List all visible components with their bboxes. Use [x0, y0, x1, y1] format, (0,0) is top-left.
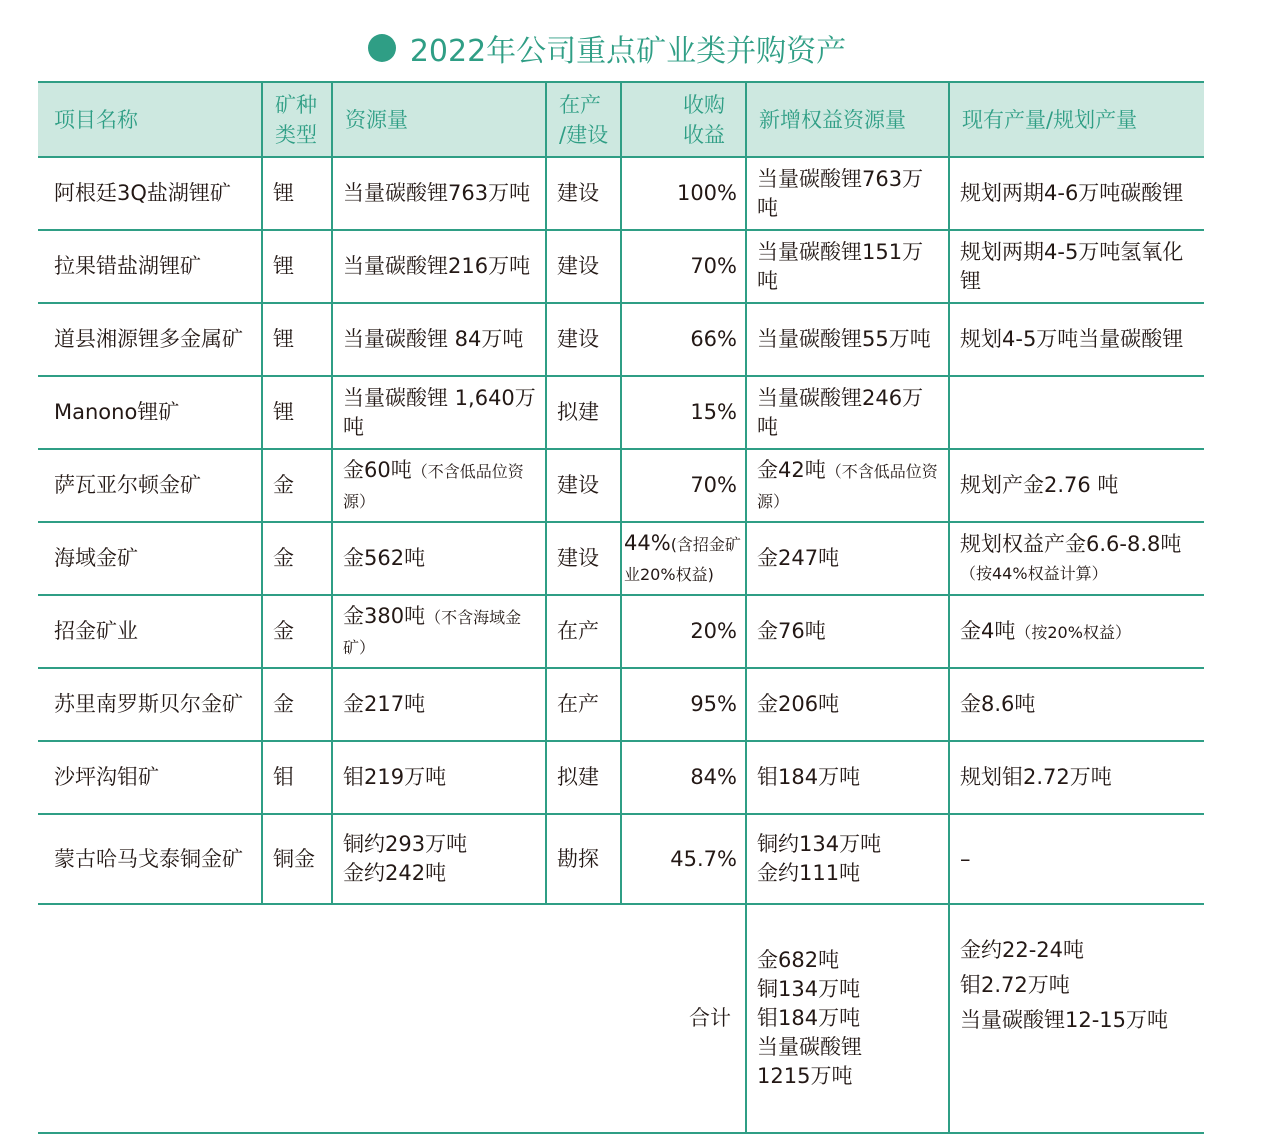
cell-equity: 金247吨	[746, 522, 949, 595]
cell-stage: 拟建	[546, 741, 621, 814]
cell-output: 规划产金2.76 吨	[949, 449, 1204, 522]
total-equity-line: 当量碳酸锂	[757, 1035, 862, 1059]
cell-type: 锂	[262, 157, 332, 230]
cell-equity: 当量碳酸锂763万吨	[746, 157, 949, 230]
cell-equity	[746, 449, 949, 522]
cell-share: 66%	[621, 303, 746, 376]
cell-output: 规划两期4-6万吨碳酸锂	[949, 157, 1204, 230]
table-row	[38, 303, 1204, 376]
cell-resource	[332, 814, 546, 904]
total-output-line: 钼2.72万吨	[960, 973, 1070, 997]
output-note: （按44%权益计算）	[960, 563, 1108, 583]
cell-share: 70%	[621, 449, 746, 522]
total-output-line: 当量碳酸锂12-15万吨	[960, 1008, 1169, 1032]
cell-output	[949, 376, 1204, 449]
equity-note: （不含低品位资源）	[757, 461, 938, 511]
page-title-block	[0, 26, 1274, 70]
cell-equity	[746, 814, 949, 904]
cell-share	[621, 522, 746, 595]
output-main: 金4吨	[960, 618, 1016, 643]
cell-stage: 建设	[546, 303, 621, 376]
cell-resource: 钼219万吨	[332, 741, 546, 814]
total-equity	[746, 904, 949, 1133]
table-row	[38, 741, 1204, 814]
cell-output	[949, 522, 1204, 595]
equity-line-1: 铜约134万吨	[757, 832, 882, 856]
cell-stage: 勘探	[546, 814, 621, 904]
cell-type: 金	[262, 449, 332, 522]
equity-line-2: 金约111吨	[757, 861, 861, 885]
cell-equity: 当量碳酸锂246万吨	[746, 376, 949, 449]
cell-name: 蒙古哈马戈泰铜金矿	[38, 814, 262, 904]
total-equity-line: 钼184万吨	[757, 1006, 861, 1030]
table-row	[38, 595, 1204, 668]
header-type: 矿种 类型	[262, 82, 332, 157]
page-title: 2022年公司重点矿业类并购资产	[409, 34, 847, 69]
header-equity: 新增权益资源量	[746, 82, 949, 157]
title-bullet-icon	[368, 34, 396, 62]
equity-main: 金42吨	[757, 457, 826, 482]
cell-resource: 当量碳酸锂 84万吨	[332, 303, 546, 376]
total-equity-line: 1215万吨	[757, 1064, 853, 1088]
cell-resource: 当量碳酸锂216万吨	[332, 230, 546, 303]
cell-resource	[332, 449, 546, 522]
cell-name: 萨瓦亚尔顿金矿	[38, 449, 262, 522]
cell-type: 锂	[262, 230, 332, 303]
cell-name: 阿根廷3Q盐湖锂矿	[38, 157, 262, 230]
table-row	[38, 376, 1204, 449]
cell-share: 15%	[621, 376, 746, 449]
header-share: 收购 收益	[621, 82, 746, 157]
cell-name: 沙坪沟钼矿	[38, 741, 262, 814]
resource-line-1: 铜约293万吨	[343, 832, 468, 856]
cell-stage: 建设	[546, 449, 621, 522]
cell-name: 苏里南罗斯贝尔金矿	[38, 668, 262, 741]
share-note: (含招金矿业20%权益)	[624, 534, 741, 584]
cell-name: 海域金矿	[38, 522, 262, 595]
total-row	[38, 904, 1204, 1133]
header-resource: 资源量	[332, 82, 546, 157]
cell-type: 锂	[262, 303, 332, 376]
cell-equity: 当量碳酸锂151万吨	[746, 230, 949, 303]
table-row	[38, 449, 1204, 522]
cell-stage: 在产	[546, 595, 621, 668]
cell-name: 拉果错盐湖锂矿	[38, 230, 262, 303]
cell-stage: 在产	[546, 668, 621, 741]
cell-name: Manono锂矿	[38, 376, 262, 449]
cell-output: 规划钼2.72万吨	[949, 741, 1204, 814]
resource-note: （不含海域金矿）	[343, 607, 522, 657]
cell-stage: 建设	[546, 522, 621, 595]
total-output-line: 金约22-24吨	[960, 938, 1085, 962]
cell-name: 道县湘源锂多金属矿	[38, 303, 262, 376]
cell-output: 规划4-5万吨当量碳酸锂	[949, 303, 1204, 376]
header-output: 现有产量/规划产量	[949, 82, 1204, 157]
cell-output	[949, 595, 1204, 668]
total-equity-line: 金682吨	[757, 948, 840, 972]
assets-table	[38, 81, 1204, 1134]
resource-main: 金380吨	[343, 603, 426, 628]
total-equity-line: 铜134万吨	[757, 977, 861, 1001]
cell-resource: 当量碳酸锂763万吨	[332, 157, 546, 230]
cell-share: 20%	[621, 595, 746, 668]
cell-stage: 拟建	[546, 376, 621, 449]
cell-type: 金	[262, 595, 332, 668]
cell-resource	[332, 595, 546, 668]
cell-share: 45.7%	[621, 814, 746, 904]
table-row	[38, 522, 1204, 595]
total-label: 合计	[38, 904, 746, 1133]
resource-main: 金60吨	[343, 457, 412, 482]
table-row	[38, 157, 1204, 230]
cell-output: 规划两期4-5万吨氢氧化锂	[949, 230, 1204, 303]
cell-type: 金	[262, 522, 332, 595]
cell-output: –	[949, 814, 1204, 904]
cell-equity: 金76吨	[746, 595, 949, 668]
cell-equity: 金206吨	[746, 668, 949, 741]
table-header-row	[38, 82, 1204, 157]
cell-type: 钼	[262, 741, 332, 814]
cell-share: 95%	[621, 668, 746, 741]
output-main: 规划权益产金6.6-8.8吨	[960, 531, 1182, 556]
cell-type: 铜金	[262, 814, 332, 904]
cell-share: 84%	[621, 741, 746, 814]
share-main: 44%	[624, 530, 671, 555]
header-name: 项目名称	[38, 82, 262, 157]
total-output	[949, 904, 1204, 1133]
cell-output: 金8.6吨	[949, 668, 1204, 741]
resource-note: （不含低品位资源）	[343, 461, 524, 511]
cell-type: 锂	[262, 376, 332, 449]
cell-resource: 金217吨	[332, 668, 546, 741]
cell-stage: 建设	[546, 230, 621, 303]
cell-equity: 当量碳酸锂55万吨	[746, 303, 949, 376]
cell-name: 招金矿业	[38, 595, 262, 668]
cell-type: 金	[262, 668, 332, 741]
resource-line-2: 金约242吨	[343, 861, 447, 885]
cell-share: 100%	[621, 157, 746, 230]
output-note: （按20%权益）	[1015, 622, 1131, 642]
cell-stage: 建设	[546, 157, 621, 230]
cell-equity: 钼184万吨	[746, 741, 949, 814]
table-row	[38, 230, 1204, 303]
table-row	[38, 668, 1204, 741]
cell-resource: 金562吨	[332, 522, 546, 595]
header-stage: 在产 /建设	[546, 82, 621, 157]
cell-resource: 当量碳酸锂 1,640万吨	[332, 376, 546, 449]
table-row	[38, 814, 1204, 904]
cell-share: 70%	[621, 230, 746, 303]
